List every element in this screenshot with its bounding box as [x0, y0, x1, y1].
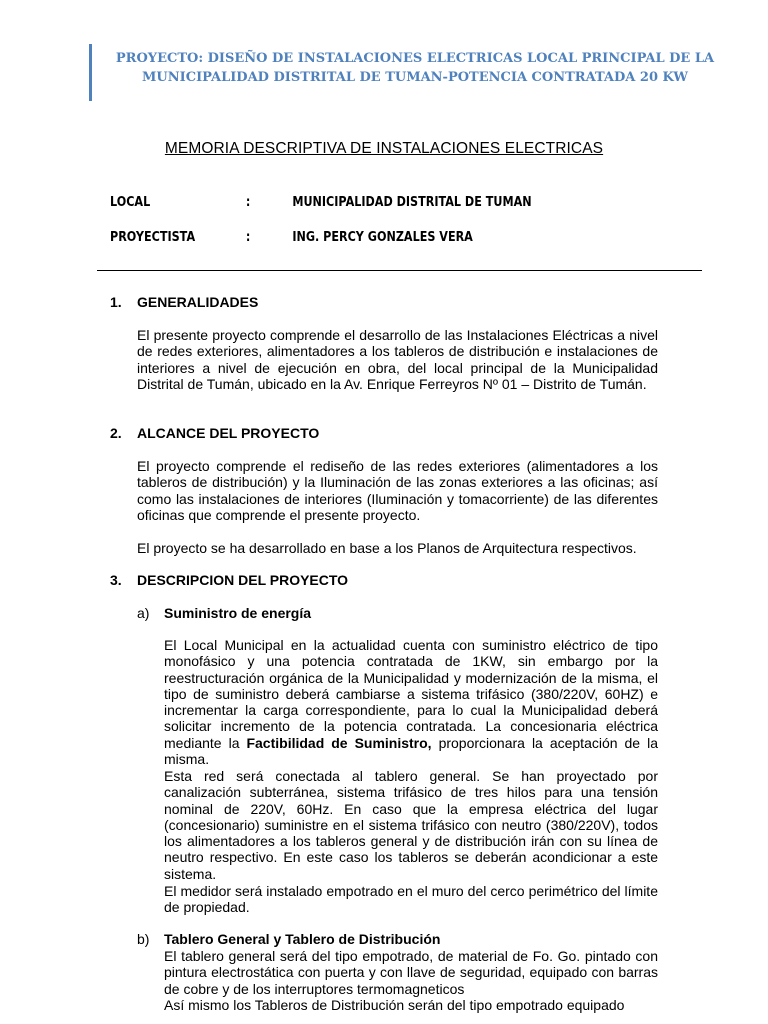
section-2-title: ALCANCE DEL PROYECTO: [137, 425, 320, 441]
proyectista-label: PROYECTISTA: [110, 230, 196, 245]
section-2-heading: [110, 425, 319, 441]
local-separator: :: [245, 195, 251, 210]
subsection-b-paragraph-1: El tablero general será del tipo empotrado, de material de Fo. Go. pintado con pintura electrostática con puerta y con llave de seguridad, equipado con barras de cobre y de los interruptores termomagneticos: [164, 948, 658, 997]
local-value: MUNICIPALIDAD DISTRITAL DE TUMAN: [292, 195, 532, 210]
factibilidad-bold-text: Factibilidad de Suministro,: [246, 734, 432, 751]
proyectista-value: ING. PERCY GONZALES VERA: [292, 230, 473, 245]
section-1-title: GENERALIDADES: [137, 294, 259, 310]
subsection-a-paragraph-2: Esta red será conectada al tablero general. Se han proyectado por canalización subterránea, sistema trifásico de tres hilos para una tensión nominal de 220V, 60Hz. En caso que la empresa eléctrica del lugar (concesionario) suministre en el sistema trifásico con neutro (380/220V), todos los alimentadores a los tableros general y de distribución irán con su línea de neutro respectivo. En este caso los tableros se deberán acondicionar a este sistema.: [164, 768, 658, 882]
section-2-number: 2.: [110, 425, 122, 441]
subsection-b-letter: b): [137, 931, 150, 947]
project-header-line-1: PROYECTO: DISEÑO DE INSTALACIONES ELECTRICAS LOCAL PRINCIPAL DE LA: [115, 51, 715, 66]
section-1-paragraph: El presente proyecto comprende el desarrollo de las Instalaciones Eléctricas a nivel de redes exteriores, alimentadores a los tableros de distribución e instalaciones de interiores a nivel de ejecución en obra, del local principal de la Municipalidad Distrital de Tumán, ubicado en la Av. Enrique Ferreyros Nº 01 – Distrito de Tumán.: [137, 327, 658, 392]
subsection-b-title: Tablero General y Tablero de Distribución: [164, 931, 441, 947]
project-header: [100, 49, 730, 87]
section-2-paragraph-2: El proyecto se ha desarrollado en base a los Planos de Arquitectura respectivos.: [137, 540, 637, 556]
section-3-heading: [110, 572, 348, 588]
proyectista-separator: :: [245, 230, 251, 245]
subsection-a-paragraph-3: El medidor será instalado empotrado en el muro del cerco perimétrico del límite de propiedad.: [164, 883, 658, 916]
subsection-a-letter: a): [137, 605, 150, 621]
subsection-b-paragraph-2: Así mismo los Tableros de Distribución serán del tipo empotrado equipado: [164, 997, 625, 1013]
subsection-a-p1-text: El Local Municipal en la actualidad cuenta con suministro eléctrico de tipo monofásico y una potencia contratada de 1KW, sin embargo por la reestructuración orgánica de la Municipalidad y modernización de la misma, el tipo de suministro deberá cambiarse a sistema trifásico (380/220V, 60HZ) e incrementar la carga correspondiente, para lo cual la Municipalidad deberá solicitar incremento de la potencia contratada. La concesionaria eléctrica mediante la: [164, 637, 658, 751]
subsection-a-paragraph-1: [164, 637, 658, 767]
local-label: LOCAL: [110, 195, 151, 210]
subsection-b-heading: [137, 931, 440, 947]
subsection-a-p1-tail: proporcionara la aceptación de la misma.: [164, 734, 658, 768]
section-1-heading: [110, 294, 258, 310]
header-accent-bar: [89, 44, 92, 101]
horizontal-divider: [97, 270, 702, 271]
document-title: MEMORIA DESCRIPTIVA DE INSTALACIONES ELECTRICAS: [164, 140, 604, 157]
subsection-a-heading: [137, 605, 311, 621]
subsection-a-title: Suministro de energía: [164, 605, 312, 621]
project-header-line-2: MUNICIPALIDAD DISTRITAL DE TUMAN-POTENCIA CONTRATADA 20 KW: [142, 70, 688, 85]
section-2-paragraph-1: El proyecto comprende el rediseño de las redes exteriores (alimentadores a los tableros de distribución) y la Iluminación de las zonas exteriores a las oficinas; así como las instalaciones de interiores (Iluminación y tomacorriente) de las diferentes oficinas que comprende el presente proyecto.: [137, 458, 658, 523]
section-3-number: 3.: [110, 572, 122, 588]
section-1-number: 1.: [110, 294, 122, 310]
section-3-title: DESCRIPCION DEL PROYECTO: [137, 572, 349, 588]
